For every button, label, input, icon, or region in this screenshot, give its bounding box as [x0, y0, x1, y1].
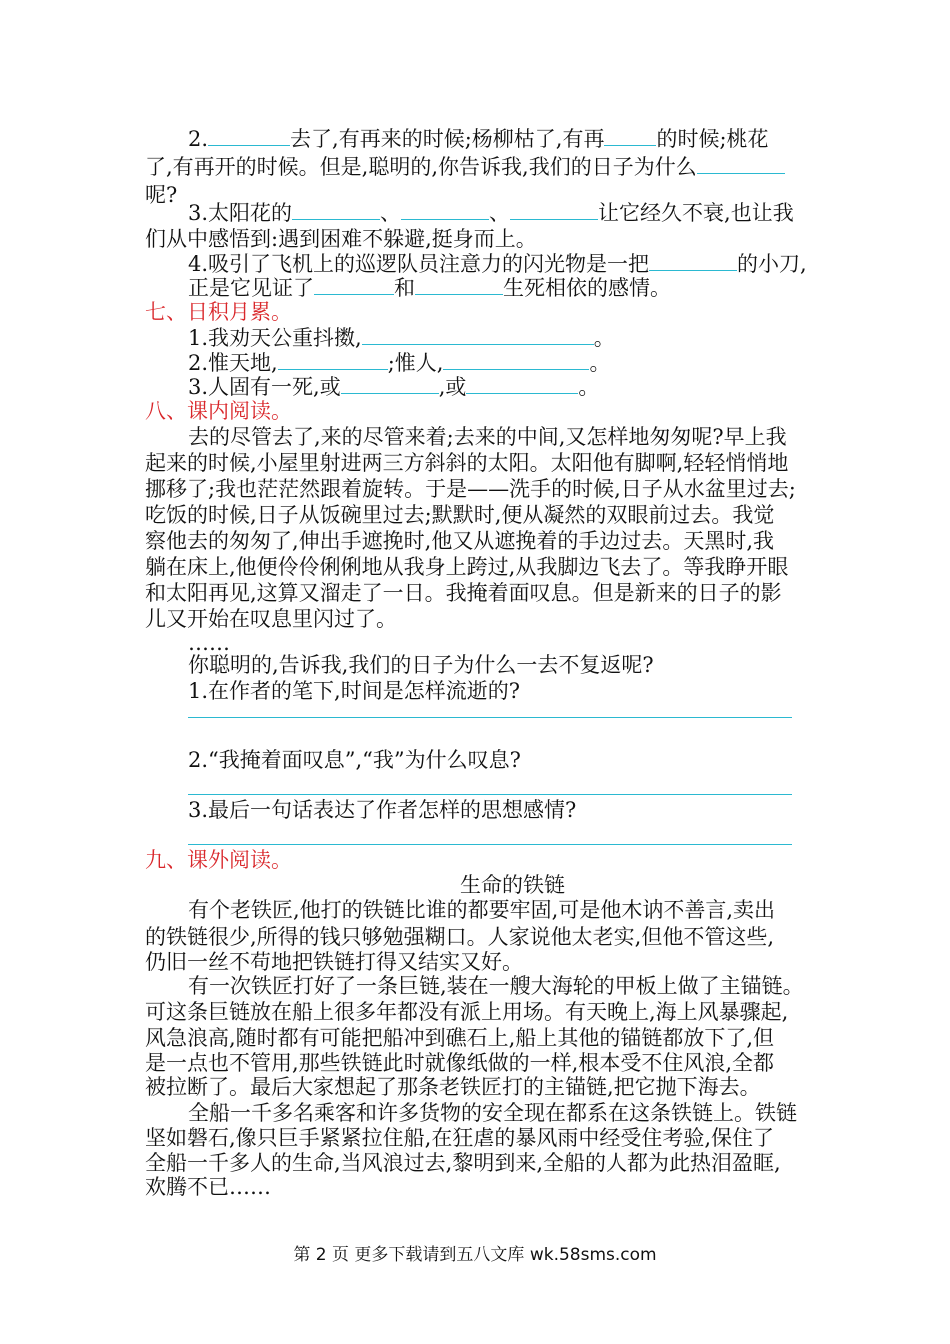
- text: 呢?: [145, 183, 178, 207]
- text: 们从中感悟到:遇到困难不躲避,挺身而上。: [145, 227, 537, 251]
- answer-blank[interactable]: [208, 125, 290, 146]
- q9-para-line: 欢腾不已……: [145, 1175, 271, 1199]
- text: ,或: [438, 375, 467, 399]
- text: 3.人固有一死,或: [188, 375, 341, 399]
- q9-para-line: 被拉断了。最后大家想起了那条老铁匠打的主锚链,把它抛下海去。: [145, 1075, 761, 1099]
- page-footer: 第 2 页 更多下载请到五八文库 wk.58sms.com: [293, 1245, 657, 1265]
- answer-blank[interactable]: [341, 373, 439, 394]
- q9-para-line: 全船一千多人的生命,当风浪过去,黎明到来,全船的人都为此热泪盈眶,: [145, 1151, 781, 1175]
- answer-blank[interactable]: [443, 349, 589, 370]
- answer-line[interactable]: [188, 717, 792, 718]
- answer-blank[interactable]: [401, 199, 489, 220]
- text: 4.吸引了飞机上的巡逻队员注意力的闪光物是一把: [188, 252, 650, 276]
- text: 了,有再开的时候。但是,聪明的,你告诉我,我们的日子为什么: [145, 155, 697, 179]
- answer-blank[interactable]: [292, 199, 380, 220]
- q6-item2-line1: [188, 124, 888, 154]
- q9-para-line: 的铁链很少,所得的钱只够勉强糊口。人家说他太老实,但他不管这些,: [145, 925, 775, 949]
- text: 让它经久不衰,也让我: [598, 201, 794, 225]
- answer-blank[interactable]: [415, 274, 503, 295]
- text: 正是它见证了: [188, 276, 314, 300]
- q8-question-3: 3.最后一句话表达了作者怎样的思想感情?: [188, 798, 577, 822]
- answer-blank[interactable]: [362, 324, 594, 345]
- q6-item2-line2: [145, 152, 845, 182]
- answer-blank[interactable]: [278, 349, 388, 370]
- answer-blank[interactable]: [697, 153, 785, 174]
- q8-para-line: 起来的时候,小屋里射进两三方斜斜的太阳。太阳他有脚啊,轻轻悄悄地: [145, 451, 789, 475]
- text: 和: [394, 276, 415, 300]
- answer-blank[interactable]: [649, 250, 737, 271]
- q9-para-line: 风急浪高,随时都有可能把船冲到礁石上,船上其他的锚链都放下了,但: [145, 1026, 775, 1050]
- answer-blank[interactable]: [510, 199, 598, 220]
- text: 。: [578, 375, 600, 399]
- q8-para-line: 和太阳再见,这算又溜走了一日。我掩着面叹息。但是新来的日子的影: [145, 581, 782, 605]
- q9-para-line: 有一次铁匠打好了一条巨链,装在一艘大海轮的甲板上做了主锚链。: [188, 974, 804, 998]
- q9-para-line: 是一点也不管用,那些铁链此时就像纸做的一样,根本受不住风浪,全都: [145, 1051, 775, 1075]
- text: 、: [380, 201, 402, 225]
- q8-para-line: 吃饭的时候,日子从饭碗里过去;默默时,便从凝然的双眼前过去。我觉: [145, 503, 775, 527]
- text: 去了,有再来的时候;杨柳枯了,有再: [290, 127, 605, 151]
- text: ;惟人,: [387, 351, 444, 375]
- text: 。: [593, 326, 615, 350]
- text: 1.我劝天公重抖擞,: [188, 326, 362, 350]
- text: 2.惟天地,: [188, 351, 278, 375]
- q8-para-line: 躺在床上,他便伶伶俐俐地从我身上跨过,从我脚边飞去了。等我睁开眼: [145, 555, 789, 579]
- text: 。: [589, 351, 611, 375]
- q9-para-line: 有个老铁匠,他打的铁链比谁的都要牢固,可是他木讷不善言,卖出: [188, 898, 776, 922]
- text: 的时候;桃花: [656, 127, 769, 151]
- text: 的小刀,: [737, 252, 807, 276]
- q8-para-line: 察他去的匆匆了,伸出手遮挽时,他又从遮挽着的手边过去。天黑时,我: [145, 529, 775, 553]
- q9-para-line: 全船一千多名乘客和许多货物的安全现在都系在这条铁链上。铁链: [188, 1101, 797, 1125]
- text: 3.太阳花的: [188, 201, 293, 225]
- answer-blank[interactable]: [604, 125, 656, 146]
- q8-question-2: 2.“我掩着面叹息”,“我”为什么叹息?: [188, 748, 521, 772]
- q9-para-line: 可这条巨链放在船上很多年都没有派上用场。有天晚上,海上风暴骤起,: [145, 1000, 789, 1024]
- text: 生死相依的感情。: [503, 276, 671, 300]
- text: 2.: [188, 127, 209, 151]
- q9-para-line: 仍旧一丝不苟地把铁链打得又结实又好。: [145, 950, 523, 974]
- answer-blank[interactable]: [314, 274, 394, 295]
- section7-heading: 七、日积月累。: [145, 300, 292, 324]
- section9-heading: 九、课外阅读。: [145, 848, 292, 872]
- answer-blank[interactable]: [466, 373, 578, 394]
- q9-para-line: 坚如磐石,像只巨手紧紧拉住船,在狂虐的暴风雨中经受住考验,保住了: [145, 1126, 775, 1150]
- q8-para-line: 儿又开始在叹息里闪过了。: [145, 607, 397, 631]
- text: 、: [489, 201, 511, 225]
- q8-para-line: 去的尽管去了,来的尽管来着;去来的中间,又怎样地匆匆呢?早上我: [188, 425, 787, 449]
- q8-para-line: 挪移了;我也茫茫然跟着旋转。于是——洗手的时候,日子从水盆里过去;: [145, 477, 796, 501]
- story-title: 生命的铁链: [460, 873, 565, 897]
- q8-last-line: 你聪明的,告诉我,我们的日子为什么一去不复返呢?: [188, 653, 654, 677]
- q8-ellipsis: ……: [188, 631, 230, 655]
- q8-question-1: 1.在作者的笔下,时间是怎样流逝的?: [188, 679, 520, 703]
- section8-heading: 八、课内阅读。: [145, 399, 292, 423]
